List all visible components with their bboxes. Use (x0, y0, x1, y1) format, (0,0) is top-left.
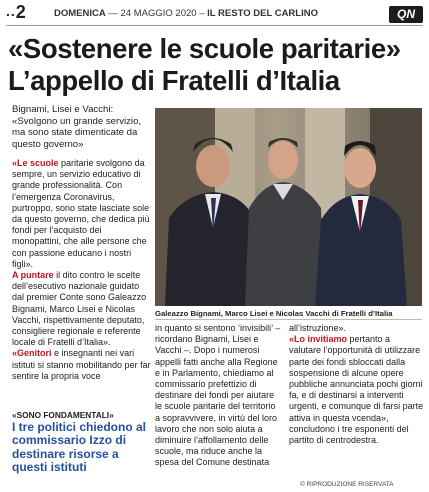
article-column-1 (12, 158, 152, 382)
dateline-separator: — (108, 8, 118, 19)
paragraph-lead: «Lo invitiamo (289, 334, 348, 345)
paragraph: all’istruzione». (289, 323, 347, 333)
headline (8, 33, 423, 97)
paragraph-body: e insegnanti nei vari istituti si stanno mobilitando per far sentire la propria voce (12, 348, 151, 381)
article-column-2: in quanto si sentono ‘invisibili’ – ricordano Bignami, Lisei e Vacchi –. Dopo i numerosi appelli fatti anche alla Regione e in Parlamento, chiediamo al commissario prefettizio di destinare dei fondi per aiutare le scuole paritarie del territorio a sopravvivere, in virtù del loro lavoro che non solo aiuta a diminuire l’affollamento delle scuole, ma riduce anche la spesa del Comune destinata (155, 323, 281, 468)
article-intro: Bignami, Lisei e Vacchi: «Svolgono un grande servizio, ma sono state dimenticate da questo governo» (12, 104, 142, 150)
issue-date: 24 MAGGIO 2020 (120, 8, 197, 19)
caption-divider (155, 319, 422, 320)
page-number-prefix: .. (6, 3, 16, 19)
box-title: I tre politici chiedono al commissario Izzo di destinare risorse a questi istituti (12, 420, 147, 475)
qn-logo: QN (389, 6, 423, 23)
three-men-photo-illustration (155, 108, 422, 306)
newspaper-name: IL RESTO DEL CARLINO (207, 8, 318, 19)
article-column-3 (289, 323, 424, 446)
paragraph-body: paritarie svolgono da sempre, un servizio educativo di grande professionalità. Con l’emergenza Coronavirus, purtroppo, sono state lasciate sole da questo governo, che dedica più fondi per l’acquisto dei monopattini, che alle persone che con passione educano i nostri figli». (12, 158, 150, 269)
box-kicker: «SONO FONDAMENTALI» (12, 410, 114, 420)
paragraph (12, 158, 152, 270)
headline-line-1: «Sostenere le scuole paritarie» (8, 33, 401, 64)
issue-day: DOMENICA (54, 8, 106, 19)
page-number-value: 2 (15, 2, 27, 22)
paragraph-lead: «Le scuole (12, 158, 59, 168)
dateline-divider: – (199, 8, 205, 19)
photo-caption: Galeazzo Bignami, Marco Lisei e Nicolas Vacchi di Fratelli d’Italia (155, 309, 393, 318)
paragraph-lead: «Genitori (12, 348, 52, 359)
paragraph-body: pertanto a valutare l’opportunità di utilizzare parte dei fondi sbloccati dalla sospensione di alcune opere pubbliche annunciata pochi giorni fa, e di destinarsi a interventi urgenti, e comunque di farsi parte attiva in questa vcenda», concludono i tre esponenti del partito di centrodestra. (289, 334, 424, 446)
paragraph-body: il dito contro le scelte dell’esecutivo nazionale guidato dal premier Conte sono Galeazzo Bignami, Marco Lisei e Nicolas Vacchi, rispettivamente deputato, consigliere regionale e referente locale di Fratelli d’Italia». (12, 270, 147, 348)
header-divider (6, 25, 423, 26)
copyright-note: © RIPRODUZIONE RISERVATA (300, 481, 394, 488)
headline-line-2: L’appello di Fratelli d’Italia (8, 65, 340, 96)
paragraph (12, 270, 152, 348)
page-number (6, 2, 27, 23)
issue-dateline (54, 8, 318, 19)
article-photo (155, 108, 422, 306)
paragraph-lead: A puntare (12, 270, 54, 281)
paragraph (289, 334, 424, 446)
paragraph (12, 348, 152, 382)
